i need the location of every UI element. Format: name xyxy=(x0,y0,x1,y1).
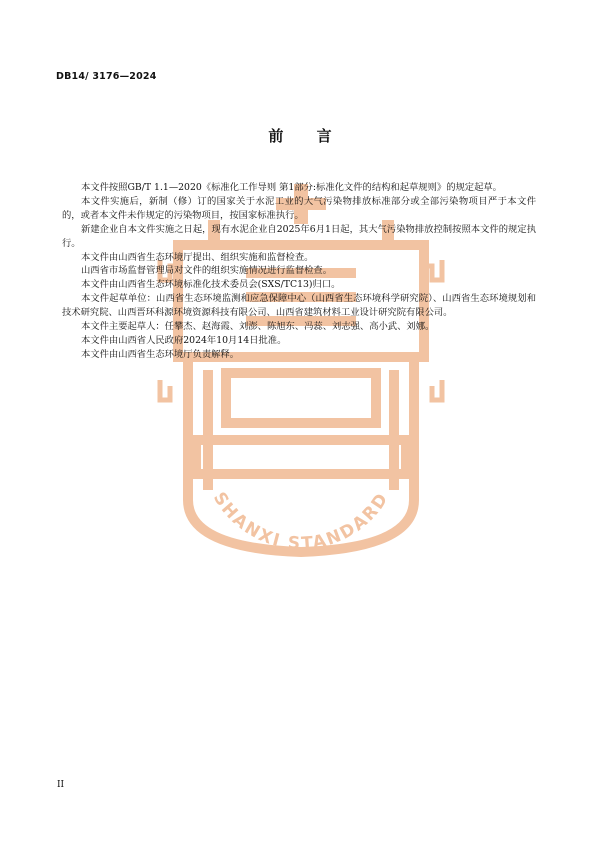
paragraph: 本文件主要起草人：任攀杰、赵海霞、刘澎、陈旭东、冯蕊、刘志强、高小武、刘娜。 xyxy=(81,321,435,333)
foreword-body xyxy=(62,181,536,362)
paragraph: 本文件实施后，新制（修）订的国家关于水泥工业的大气污染物排放标准部分或全部污染物项目严于本文件的，或者本文件未作规定的污染物项目，按国家标准执行。 xyxy=(62,195,536,221)
paragraph: 新建企业自本文件实施之日起，现有水泥企业自2025年6月1日起，其大气污染物排放控制按照本文件的规定执行。 xyxy=(62,223,536,249)
paragraph: 本文件由山西省生态环境厅负责解释。 xyxy=(81,348,240,360)
paragraph: 本文件起草单位：山西省生态环境监测和应急保障中心（山西省生态环境科学研究院）、山西省生态环境规划和技术研究院、山西晋环科源环境资源科技有限公司、山西省建筑材料工业设计研究院有限公司。 xyxy=(62,293,536,319)
watermark-ring-text: SHANXI STANDARD xyxy=(208,488,394,555)
page-number: II xyxy=(57,780,65,790)
paragraph: 本文件由山西省人民政府2024年10月14日批准。 xyxy=(81,334,287,346)
paragraph: 本文件由山西省生态环境标准化技术委员会(SXS/TC13)归口。 xyxy=(81,279,341,291)
document-code: DB14/ 3176—2024 xyxy=(56,71,157,82)
paragraph: 本文件由山西省生态环境厅提出、组织实施和监督检查。 xyxy=(81,251,314,263)
paragraph: 本文件按照GB/T 1.1—2020《标准化工作导则 第1部分:标准化文件的结构和起草规则》的规定起草。 xyxy=(81,182,502,193)
page-title: 前 言 xyxy=(268,127,346,145)
paragraph: 山西省市场监督管理局对文件的组织实施情况进行监督检查。 xyxy=(81,265,333,277)
